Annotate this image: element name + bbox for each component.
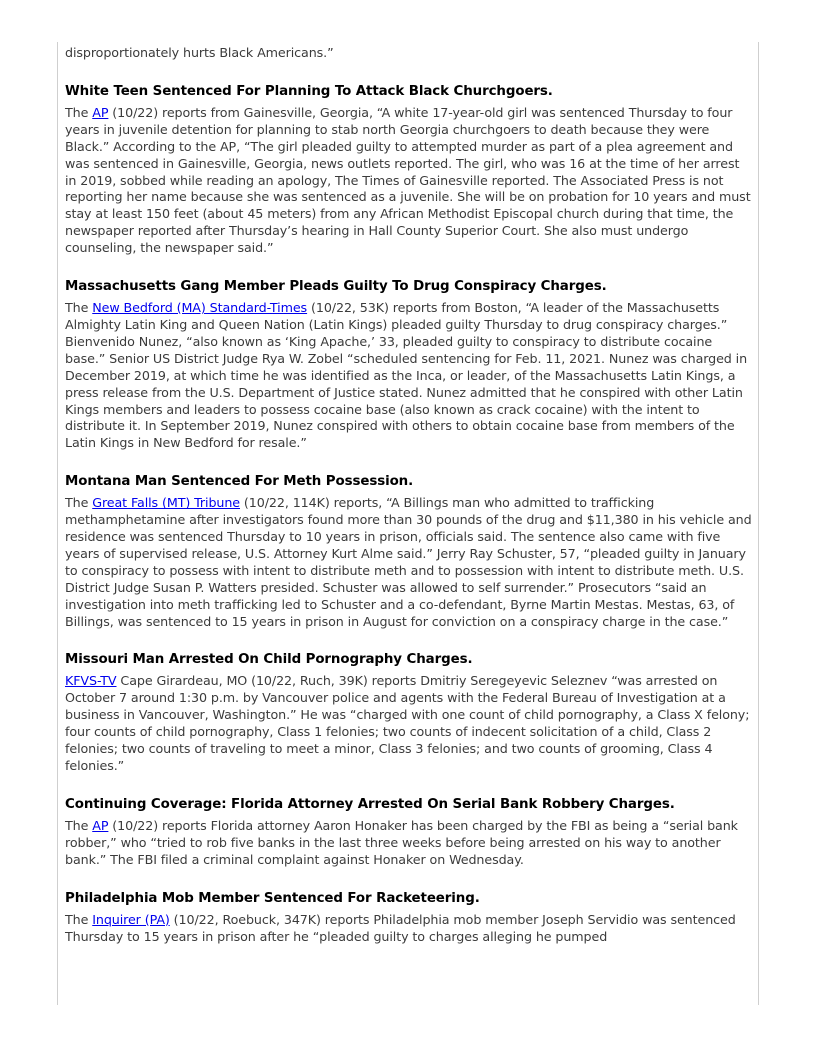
article-body: The Great Falls (MT) Tribune (10/22, 114K) reports, “A Billings man who admitted to trafficking methamphetamine after investigators found more than 30 pounds of the drug and $11,380 in his vehicle and residence was sentenced Thursday to 10 years in prison, officials said. The sentence also came with five years of supervised release, U.S. Attorney Kurt Alme said.” Jerry Ray Schuster, 57, “pleaded guilty in January to conspiracy to possess with intent to distribute meth and to possession with intent to distribute meth. U.S. District Judge Susan P. Watters presided. Schuster was allowed to self surrender.” Prosecutors “said an investigation into meth trafficking led to Schuster and a co-defendant, Byrne Martin Mestas. Mestas, 63, of Billings, was sentenced to 15 years in prison in August for conviction on a conspiracy charge in the case.” bbox=[65, 495, 752, 629]
source-link[interactable]: KFVS-TV bbox=[65, 673, 117, 689]
article-headline: Missouri Man Arrested On Child Pornography Charges. bbox=[65, 652, 473, 668]
news-article bbox=[65, 890, 752, 946]
article-body: The New Bedford (MA) Standard-Times (10/22, 53K) reports from Boston, “A leader of the Massachusetts Almighty Latin King and Queen Nation (Latin Kings) pleaded guilty Thursday to drug conspiracy charges.” Bienvenido Nunez, “also known as ‘King Apache,’ 33, pleaded guilty to conspiracy to distribute cocaine base.” Senior US District Judge Rya W. Zobel “scheduled sentencing for Feb. 11, 2021. Nunez was charged in December 2019, at which time he was identified as the Inca, or leader, of the Massachusetts Latin Kings, a press release from the U.S. Department of Justice stated. Nunez admitted that he conspired with other Latin Kings members and leaders to possess cocaine base (also known as crack cocaine) with the intent to distribute it. In September 2019, Nunez conspired with others to obtain cocaine base from members of the Latin Kings in New Bedford for resale.” bbox=[65, 300, 748, 451]
article-headline: Montana Man Sentenced For Meth Possession. bbox=[65, 474, 414, 490]
article-headline: Philadelphia Mob Member Sentenced For Racketeering. bbox=[65, 890, 480, 906]
source-link[interactable]: Inquirer (PA) bbox=[92, 911, 170, 927]
articles-list bbox=[65, 83, 752, 946]
news-content-column bbox=[57, 42, 759, 1005]
article-headline: White Teen Sentenced For Planning To Attack Black Churchgoers. bbox=[65, 83, 553, 99]
source-link[interactable]: AP bbox=[92, 817, 109, 833]
article-body: The AP (10/22) reports Florida attorney Aaron Honaker has been charged by the FBI as being a “serial bank robber,” who “tried to rob five banks in the last three weeks before being arrested on his way to another bank.” The FBI filed a criminal complaint against Honaker on Wednesday. bbox=[65, 817, 738, 867]
article-headline: Massachusetts Gang Member Pleads Guilty To Drug Conspiracy Charges. bbox=[65, 279, 607, 295]
source-link[interactable]: Great Falls (MT) Tribune bbox=[92, 495, 240, 511]
article-body: KFVS-TV Cape Girardeau, MO (10/22, Ruch, 39K) reports Dmitriy Seregeyevic Seleznev “was arrested on October 7 around 1:30 p.m. by Vancouver police and agents with the Federal Bureau of Investigation at a business in Vancouver, Washington.” He was “charged with one count of child pornography, a Class X felony; four counts of child pornography, Class 1 felonies; two counts of indecent solicitation of a child, Class 2 felonies; two counts of traveling to meet a minor, Class 3 felonies; and two counts of grooming, Class 4 felonies.” bbox=[65, 673, 750, 773]
continuation-text: disproportionately hurts Black Americans.” bbox=[65, 45, 334, 60]
news-article bbox=[65, 796, 752, 869]
news-article bbox=[65, 651, 752, 774]
article-headline: Continuing Coverage: Florida Attorney Arrested On Serial Bank Robbery Charges. bbox=[65, 796, 675, 812]
article-body: The Inquirer (PA) (10/22, Roebuck, 347K) reports Philadelphia mob member Joseph Servidio was sentenced Thursday to 15 years in prison after he “pleaded guilty to charges alleging he pumped bbox=[65, 911, 736, 944]
article-body: The AP (10/22) reports from Gainesville, Georgia, “A white 17-year-old girl was sentenced Thursday to four years in juvenile detention for planning to stab north Georgia churchgoers to death because they were Black.” According to the AP, “The girl pleaded guilty to attempted murder as part of a plea agreement and was sentenced in Gainesville, Georgia, news outlets reported. The girl, who was 16 at the time of her arrest in 2019, sobbed while reading an apology, The Times of Gainesville reported. The Associated Press is not reporting her name because she was sentenced as a juvenile. She will be on probation for 10 years and must stay at least 150 feet (about 45 meters) from any African Methodist Episcopal church during that time, the newspaper reported after Thursday’s hearing in Hall County Superior Court. She also must undergo counseling, the newspaper said.” bbox=[65, 104, 751, 256]
news-article bbox=[65, 278, 752, 452]
news-article bbox=[65, 83, 752, 257]
source-link[interactable]: AP bbox=[92, 104, 109, 120]
source-link[interactable]: New Bedford (MA) Standard-Times bbox=[92, 300, 308, 316]
news-article bbox=[65, 473, 752, 630]
